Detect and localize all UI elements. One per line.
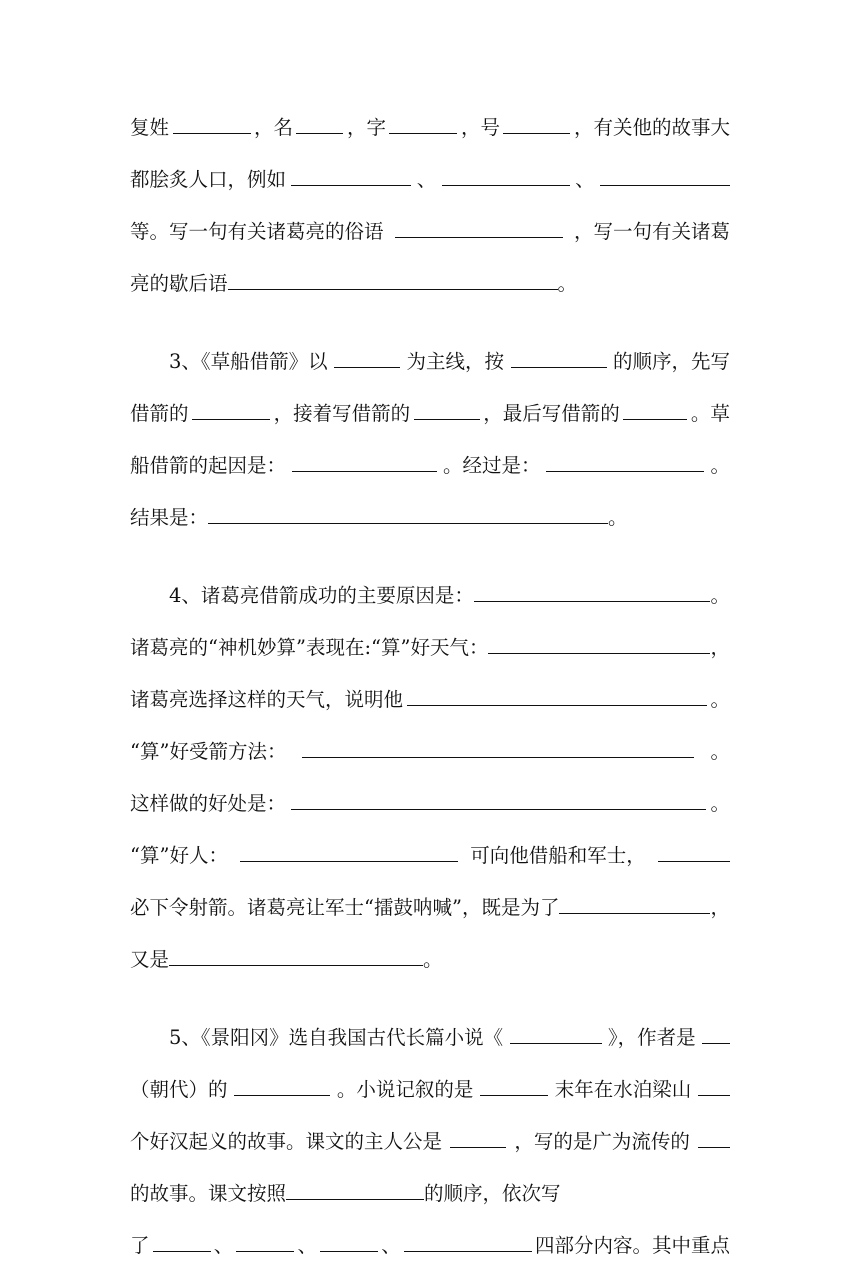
text: 个好汉起义的故事。课文的主人公是 <box>130 1130 443 1153</box>
worksheet-page <box>130 102 730 1272</box>
paragraph-3 <box>130 336 730 544</box>
blank-main-thread[interactable] <box>334 347 400 368</box>
text: 四部分内容。其中重点 <box>534 1234 730 1257</box>
text: 、 <box>213 1234 234 1257</box>
text: 诸葛亮选择这样的天气，说明他 <box>130 688 404 711</box>
text: 亮的歇后语 <box>130 272 228 295</box>
question-5-start: 5、《景阳冈》选自我国古代长篇小说《 <box>169 1026 504 1049</box>
text: ，写的是广为流传的 <box>514 1130 690 1153</box>
blank-cause[interactable] <box>292 451 437 472</box>
text: 复姓 <box>130 116 170 139</box>
blank-hero-count[interactable] <box>698 1075 730 1096</box>
blank-benefit[interactable] <box>291 789 706 810</box>
text-line <box>130 102 730 154</box>
question-4-start: 4、诸葛亮借箭成功的主要原因是： <box>169 584 474 607</box>
text: 。草 <box>690 402 730 425</box>
blank-dynasty[interactable] <box>480 1075 548 1096</box>
blank-main-reason[interactable] <box>474 581 711 602</box>
text: （朝代）的 <box>130 1078 228 1101</box>
blank-weather[interactable] <box>488 633 710 654</box>
blank-person-2[interactable] <box>658 841 730 862</box>
text: 、 <box>381 1234 401 1257</box>
text: 。 <box>557 272 578 295</box>
text-line <box>130 388 730 440</box>
text-line <box>130 674 730 726</box>
blank-novel-title[interactable] <box>510 1023 602 1044</box>
text: ，最后写借箭的 <box>483 402 620 425</box>
text-line <box>130 778 730 830</box>
blank-author[interactable] <box>234 1075 330 1096</box>
blank-drum-purpose-2[interactable] <box>169 945 423 966</box>
text: 这样做的好处是： <box>130 792 287 815</box>
text-line <box>130 206 730 258</box>
text: 。 <box>710 454 730 477</box>
text: 了 <box>130 1234 150 1257</box>
blank-process[interactable] <box>546 451 704 472</box>
blank-last-part[interactable] <box>623 399 687 420</box>
blank-weather-meaning[interactable] <box>407 685 707 706</box>
blank-xiehouyu[interactable] <box>228 269 558 290</box>
blank-courtesy-name[interactable] <box>389 113 457 134</box>
text: 。 <box>710 688 730 711</box>
text-line <box>130 570 730 622</box>
paragraph-4 <box>130 570 730 986</box>
blank-text-order[interactable] <box>286 1179 424 1200</box>
text: 的顺序，依次写 <box>424 1182 561 1205</box>
blank-given-name[interactable] <box>296 113 343 134</box>
text: 。小说记叙的是 <box>336 1078 474 1101</box>
blank-part-2[interactable] <box>236 1231 294 1252</box>
text: 借箭的 <box>130 402 189 425</box>
blank-story-3[interactable] <box>600 165 730 186</box>
text: 必下令射箭。诸葛亮让军士“擂鼓呐喊”，既是为了 <box>130 896 560 919</box>
text-line <box>130 336 730 388</box>
text: 可向他借船和军士， <box>470 844 646 867</box>
text-line <box>130 622 730 674</box>
text: 船借箭的起因是： <box>130 454 287 477</box>
text: 。 <box>608 506 628 529</box>
text-line <box>130 830 730 882</box>
blank-author-dynasty[interactable] <box>702 1023 730 1044</box>
text: 诸葛亮的“神机妙算”表现在:“算”好天气： <box>130 636 489 659</box>
blank-receive-method[interactable] <box>302 737 694 758</box>
blank-story-name[interactable] <box>698 1127 730 1148</box>
text: “算”好受箭方法： <box>130 740 287 763</box>
text: ，接着写借箭的 <box>273 402 411 425</box>
text: 的顺序，先写 <box>612 350 730 373</box>
paragraph-zhuge-liang-intro <box>130 102 730 310</box>
blank-order[interactable] <box>511 347 607 368</box>
text-line <box>130 1220 730 1272</box>
text: ， <box>710 636 730 659</box>
blank-compound-surname[interactable] <box>173 113 251 134</box>
text: 、 <box>416 168 437 191</box>
text-line <box>130 440 730 492</box>
text: 结果是： <box>130 506 209 529</box>
text-line <box>130 726 730 778</box>
text: “算”好人： <box>130 844 228 867</box>
blank-story-2[interactable] <box>442 165 570 186</box>
blank-person[interactable] <box>240 841 458 862</box>
text: 。经过是： <box>442 454 541 477</box>
text: ， <box>710 896 730 919</box>
blank-first-part[interactable] <box>192 399 270 420</box>
text-line <box>130 1168 730 1220</box>
text: 。 <box>423 948 443 971</box>
text: 末年在水泊梁山 <box>554 1078 692 1101</box>
text: 》，作者是 <box>607 1026 696 1049</box>
text: 。 <box>710 584 730 607</box>
text: ，有关他的故事大 <box>573 116 730 139</box>
blank-part-4[interactable] <box>404 1231 532 1252</box>
text: 都脍炙人口，例如 <box>130 168 287 191</box>
text-line <box>130 154 730 206</box>
text: 的故事。课文按照 <box>130 1182 287 1205</box>
text: 等。写一句有关诸葛亮的俗语 <box>130 220 384 243</box>
blank-result[interactable] <box>208 503 608 524</box>
blank-story-1[interactable] <box>291 165 411 186</box>
text: 、 <box>297 1234 317 1257</box>
text-line <box>130 1064 730 1116</box>
question-3-start: 3、《草船借箭》以 <box>169 350 328 373</box>
blank-protagonist[interactable] <box>450 1127 506 1148</box>
text-line <box>130 258 730 310</box>
text-line <box>130 882 730 934</box>
text: ，名 <box>253 116 293 139</box>
text: ，字 <box>346 116 386 139</box>
text: 为主线，按 <box>406 350 505 373</box>
blank-proverb[interactable] <box>395 217 563 238</box>
text-line <box>130 492 730 544</box>
text-line <box>130 1012 730 1064</box>
text-line <box>130 1116 730 1168</box>
blank-second-part[interactable] <box>414 399 480 420</box>
blank-part-3[interactable] <box>320 1231 378 1252</box>
text: ，写一句有关诸葛 <box>573 220 730 243</box>
text: 又是 <box>130 948 170 971</box>
text: ，号 <box>460 116 500 139</box>
paragraph-5 <box>130 1012 730 1272</box>
text: 、 <box>575 168 595 191</box>
blank-drum-purpose-1[interactable] <box>559 893 710 914</box>
text: 。 <box>710 740 730 763</box>
blank-part-1[interactable] <box>153 1231 211 1252</box>
blank-art-name[interactable] <box>503 113 570 134</box>
text-line <box>130 934 730 986</box>
text: 。 <box>710 792 730 815</box>
